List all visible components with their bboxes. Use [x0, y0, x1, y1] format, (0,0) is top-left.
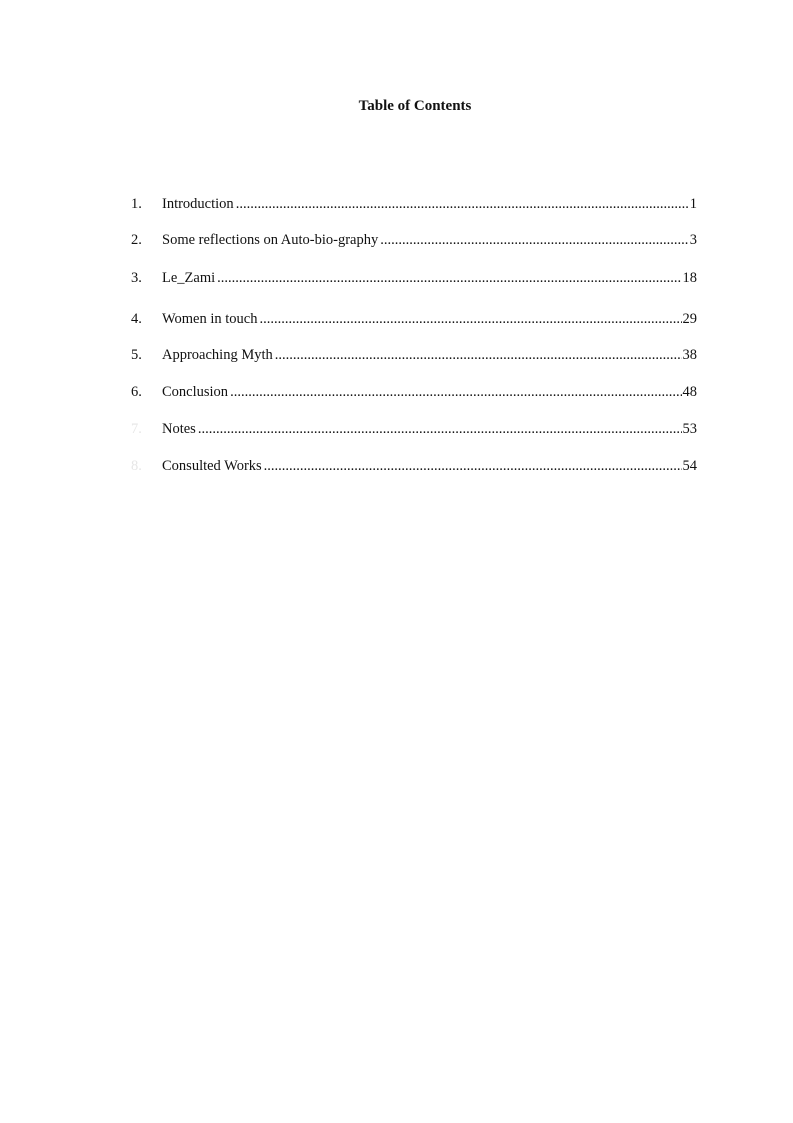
toc-entry-number: 7. [131, 421, 142, 437]
toc-entry-number: 3. [131, 270, 142, 286]
toc-entry-title: Approaching Myth [162, 347, 273, 363]
toc-entry-notes[interactable] [131, 419, 697, 439]
toc-entry-title: Women in touch [162, 311, 258, 327]
toc-entry-page: 48 [682, 384, 697, 400]
toc-entry-page: 29 [682, 311, 697, 327]
dot-leader [275, 345, 682, 365]
toc-entry-number: 8. [131, 458, 142, 474]
toc-entry-page: 18 [682, 270, 697, 286]
toc-entry-auto-bio-graphy[interactable] [131, 230, 697, 250]
toc-entry-page: 1 [689, 196, 697, 212]
toc-entry-number: 1. [131, 196, 142, 212]
toc-entry-number: 6. [131, 384, 142, 400]
dot-leader [217, 268, 681, 288]
toc-entry-approaching-myth[interactable] [131, 345, 697, 365]
toc-entry-title: Consulted Works [162, 458, 262, 474]
toc-entry-title: Introduction [162, 196, 234, 212]
dot-leader [198, 419, 682, 439]
toc-entry-page: 38 [682, 347, 697, 363]
toc-entry-page: 3 [689, 232, 697, 248]
dot-leader [380, 230, 689, 250]
toc-entry-le-zami[interactable] [131, 268, 697, 288]
dot-leader [259, 309, 681, 329]
page-title: Table of Contents [358, 98, 472, 114]
toc-entry-title: Notes [162, 421, 196, 437]
toc-entry-title: Conclusion [162, 384, 229, 400]
toc-entry-title: Le_Zami [162, 270, 216, 286]
toc-entry-number: 2. [131, 232, 142, 248]
toc-entry-conclusion[interactable] [131, 382, 697, 402]
toc-entry-women-in-touch[interactable] [131, 309, 697, 329]
dot-leader [236, 194, 689, 214]
toc-entry-introduction[interactable] [131, 194, 697, 214]
dot-leader [230, 382, 681, 402]
toc-entry-number: 5. [131, 347, 142, 363]
toc-entry-consulted-works[interactable] [131, 456, 697, 476]
toc-entry-page: 53 [682, 421, 697, 437]
dot-leader [264, 456, 682, 476]
toc-entry-number: 4. [131, 311, 142, 327]
toc-entry-title: Some reflections on Auto-bio-graphy [162, 232, 379, 248]
toc-entry-page: 54 [682, 458, 697, 474]
